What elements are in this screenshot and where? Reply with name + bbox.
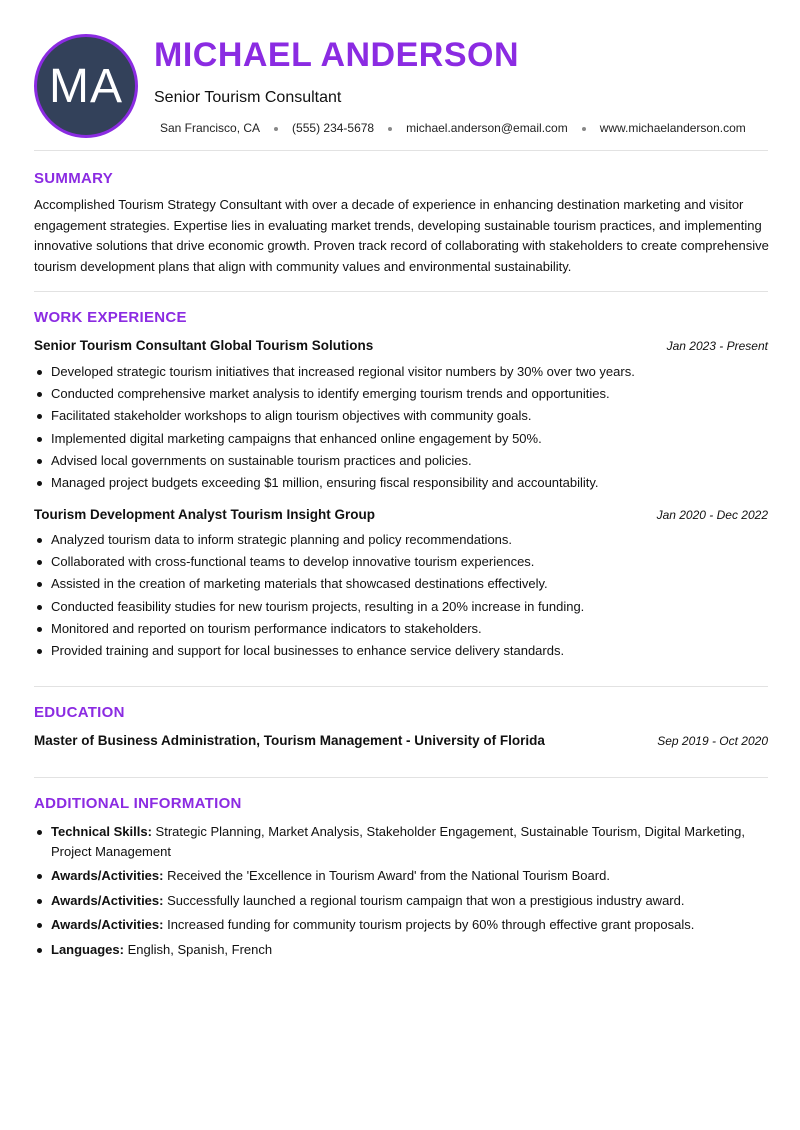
- list-item: Implemented digital marketing campaigns that enhanced online engagement by 50%.: [34, 428, 768, 450]
- list-item: Managed project budgets exceeding $1 million, ensuring fiscal responsibility and accountability.: [34, 472, 768, 494]
- job-dates: Jan 2023 - Present: [666, 339, 768, 353]
- candidate-name: MICHAEL ANDERSON: [154, 36, 520, 74]
- section-divider: [34, 686, 768, 687]
- bullet-separator: [274, 127, 278, 131]
- contact-phone: (555) 234-5678: [292, 121, 375, 135]
- education-entry: [34, 733, 768, 751]
- summary-text: Accomplished Tourism Strategy Consultant with over a decade of experience in enhancing destination marketing and visitor engagement strategies. Expertise lies in evaluating market trends, developing sustainable tourism practices, and implementing innovative solutions that drive economic growth. Proven track record of collaborating with stakeholders to create comprehensive tourism development plans that align with community values and environmental sustainability.: [34, 197, 769, 274]
- list-item: Advised local governments on sustainable tourism practices and policies.: [34, 450, 768, 472]
- education-heading: EDUCATION: [34, 704, 125, 721]
- bullet-separator: [582, 127, 586, 131]
- job-header: [34, 507, 768, 525]
- experience-heading: WORK EXPERIENCE: [34, 309, 187, 326]
- list-item: Conducted comprehensive market analysis to identify emerging tourism trends and opportunities.: [34, 383, 768, 405]
- contact-location: San Francisco, CA: [160, 121, 261, 135]
- job-role: Senior Tourism Consultant Global Tourism Solutions: [34, 338, 374, 353]
- list-item: Assisted in the creation of marketing materials that showcased destinations effectively.: [34, 573, 768, 595]
- info-label: Awards/Activities:: [51, 892, 164, 908]
- list-item: Provided training and support for local businesses to enhance service delivery standards.: [34, 640, 768, 662]
- list-item: [34, 866, 770, 886]
- contact-email: michael.anderson@email.com: [406, 121, 568, 135]
- info-text: Strategic Planning, Market Analysis, Stakeholder Engagement, Sustainable Tourism, Digital Marketing, Project Management: [51, 824, 745, 859]
- job-bullets: [34, 361, 768, 494]
- summary-heading: SUMMARY: [34, 170, 114, 187]
- info-text: Received the 'Excellence in Tourism Award' from the National Tourism Board.: [163, 868, 610, 883]
- section-divider: [34, 777, 768, 778]
- avatar-initials: MA: [49, 59, 123, 113]
- education-dates: Sep 2019 - Oct 2020: [657, 734, 768, 748]
- list-item: Collaborated with cross-functional teams to develop innovative tourism experiences.: [34, 551, 768, 573]
- info-text: Increased funding for community tourism projects by 60% through effective grant proposals.: [163, 917, 695, 932]
- list-item: Monitored and reported on tourism performance indicators to stakeholders.: [34, 618, 768, 640]
- section-divider: [34, 291, 768, 292]
- job-role: Tourism Development Analyst Tourism Insight Group: [34, 507, 376, 522]
- info-label: Awards/Activities:: [51, 917, 164, 932]
- list-item: [34, 915, 770, 935]
- job-bullets: [34, 529, 768, 662]
- candidate-title: Senior Tourism Consultant: [154, 89, 342, 106]
- list-item: [34, 940, 770, 960]
- list-item: Analyzed tourism data to inform strategic planning and policy recommendations.: [34, 529, 768, 551]
- list-item: Facilitated stakeholder workshops to align tourism objectives with community goals.: [34, 405, 768, 427]
- education-degree: Master of Business Administration, Tourism Management - University of Florida: [34, 733, 545, 748]
- additional-heading: ADDITIONAL INFORMATION: [34, 795, 242, 812]
- bullet-separator: [388, 127, 392, 131]
- info-label: Technical Skills:: [51, 824, 152, 839]
- info-text: Successfully launched a regional tourism campaign that won a prestigious industry award.: [163, 892, 685, 908]
- info-text: English, Spanish, French: [123, 941, 273, 957]
- info-label: Awards/Activities:: [51, 868, 164, 883]
- additional-list: [34, 822, 770, 964]
- list-item: Conducted feasibility studies for new tourism projects, resulting in a 20% increase in funding.: [34, 596, 768, 618]
- job-header: [34, 338, 768, 356]
- section-divider: [34, 150, 768, 151]
- avatar: [34, 34, 138, 138]
- list-item: Developed strategic tourism initiatives that increased regional visitor numbers by 30% over two years.: [34, 361, 768, 383]
- job-dates: Jan 2020 - Dec 2022: [656, 508, 768, 522]
- list-item: [34, 822, 770, 861]
- info-label: Languages:: [51, 941, 124, 957]
- contact-info: [160, 121, 746, 135]
- resume-header: [0, 0, 800, 150]
- list-item: [34, 891, 770, 911]
- contact-website: www.michaelanderson.com: [599, 121, 746, 135]
